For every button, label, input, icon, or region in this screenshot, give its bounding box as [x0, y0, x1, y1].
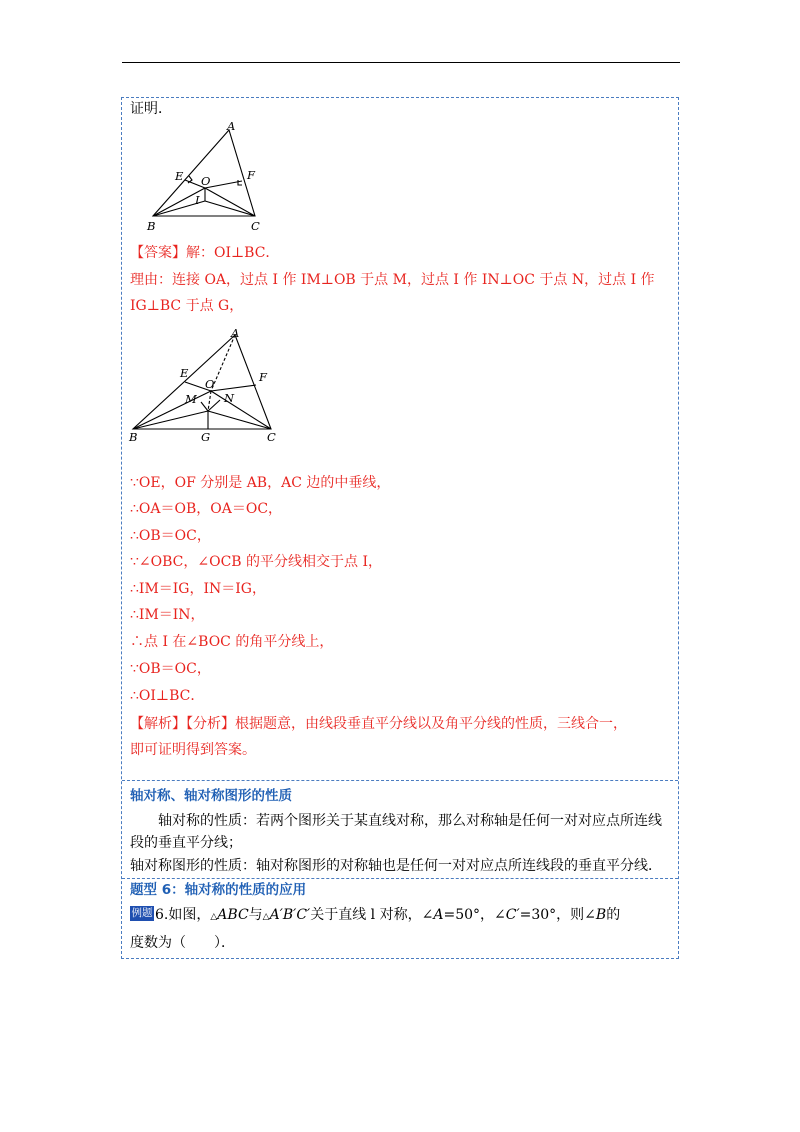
example-line-2: 度数为（ ）． — [130, 935, 235, 951]
analysis-line-1: 【解析】【分析】根据题意，由线段垂直平分线以及角平分线的性质，三线合一， — [130, 716, 627, 732]
triangle-name-2: A′B′C′ — [269, 907, 311, 923]
segment-ob — [133, 391, 211, 429]
right-angle-mark-e — [188, 176, 192, 183]
proof-step: ∴OI⊥BC． — [130, 688, 205, 704]
triangle-icon: △ — [262, 912, 270, 922]
triangle-name-1: ABC — [217, 907, 249, 923]
property-line-3: 轴对称图形的性质：轴对称图形的对称轴也是任何一对对应点所连线段的垂直平分线． — [130, 858, 662, 874]
segment-oc — [211, 391, 271, 429]
property-line-1: 轴对称的性质：若两个图形关于某直线对称，那么对称轴是任何一对对应点所连线 — [158, 813, 662, 829]
label-o: O — [201, 174, 211, 188]
triangle-abc — [133, 335, 271, 429]
section-separator — [122, 878, 678, 879]
angle-c: C′ — [505, 907, 520, 923]
triangle-figure-2 — [125, 325, 285, 447]
answer-line: 【答案】解：OI⊥BC． — [130, 245, 280, 261]
label-g: G — [201, 430, 211, 444]
proof-step: ∴点 I 在∠BOC 的角平分线上， — [130, 634, 334, 650]
label-e: E — [180, 366, 189, 380]
label-c: C — [251, 219, 260, 233]
reason-line-2: IG⊥BC 于点 G， — [130, 298, 244, 314]
segment-im — [201, 402, 208, 411]
example-text: =50°，∠ — [443, 907, 506, 923]
proof-step: ∴IM＝IN， — [130, 607, 205, 623]
header-rule — [122, 62, 680, 63]
label-f: F — [259, 370, 267, 384]
triangle-icon: △ — [210, 912, 218, 922]
section-separator — [122, 780, 678, 781]
angle-a: A — [433, 907, 444, 923]
example-prefix: 6.如图， — [155, 907, 211, 923]
proof-step: ∵∠OBC，∠OCB 的平分线相交于点 I， — [130, 554, 383, 570]
proof-step: ∴IM＝IG，IN＝IG， — [130, 581, 266, 597]
proof-step: ∵OE，OF 分别是 AB，AC 边的中垂线， — [130, 475, 391, 491]
label-b: B — [147, 219, 156, 233]
segment-ic — [205, 201, 255, 216]
example-question — [155, 905, 620, 927]
example-text: 关于直线 l 对称，∠ — [310, 907, 434, 923]
proof-label: 证明． — [130, 101, 172, 117]
proof-step: ∵OB＝OC， — [130, 661, 211, 677]
analysis-line-2: 即可证明得到答案。 — [130, 742, 256, 758]
label-f: F — [247, 168, 255, 182]
label-a: A — [227, 119, 236, 133]
question-type-title: 题型 6：轴对称的性质的应用 — [130, 882, 307, 898]
triangle-figure-1 — [145, 118, 275, 240]
label-a: A — [231, 326, 240, 340]
triangle-abc — [153, 130, 255, 216]
segment-ib — [133, 411, 208, 429]
dashed-segment-oa — [211, 335, 235, 391]
label-c: C — [267, 430, 276, 444]
example-text: 与 — [248, 907, 263, 923]
reason-line-1: 理由：连接 OA，过点 I 作 IM⊥OB 于点 M，过点 I 作 IN⊥OC 于点 N，过点 I 作 — [130, 272, 655, 288]
segment-fo — [205, 181, 242, 188]
proof-step: ∴OB＝OC， — [130, 528, 211, 544]
label-e: E — [175, 169, 184, 183]
proof-step: ∴OA＝OB，OA＝OC， — [130, 501, 283, 517]
label-o: O — [205, 377, 215, 391]
segment-ic — [208, 411, 271, 429]
example-text: 的 — [606, 907, 621, 923]
property-line-2: 段的垂直平分线； — [130, 835, 242, 851]
example-badge: 例题 — [131, 907, 153, 919]
label-n: N — [224, 391, 235, 405]
label-b: B — [129, 430, 138, 444]
section-title: 轴对称、轴对称图形的性质 — [130, 788, 292, 804]
label-m: M — [185, 392, 197, 406]
label-i: I — [195, 193, 200, 207]
angle-b: B — [595, 907, 607, 923]
example-text: =30°，则∠ — [519, 907, 596, 923]
